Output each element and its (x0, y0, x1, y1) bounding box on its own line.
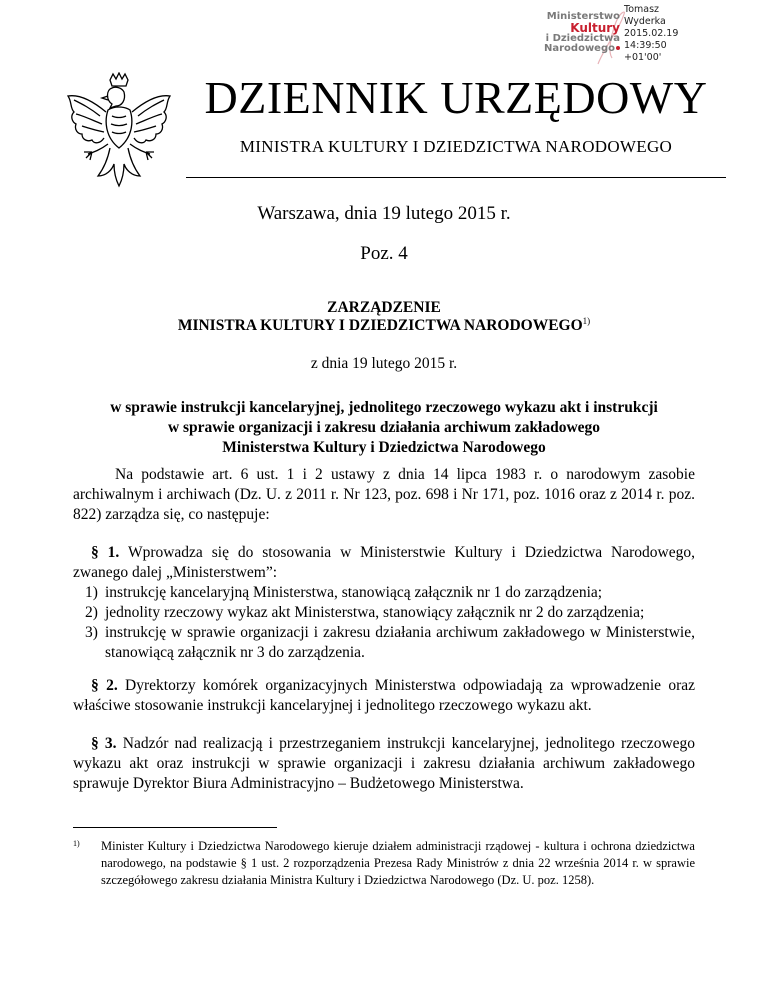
preamble-text: Na podstawie art. 6 ust. 1 i 2 ustawy z dnia 14 lipca 1983 r. o narodowym zasobie archiwalnym i archiwach (Dz. U. z 2011 r. Nr 123, poz. 698 i Nr 171, poz. 1016 oraz z 2014 r. poz. 822) zarządza się, co następuje: (73, 466, 695, 523)
eagle-emblem-icon (60, 72, 178, 196)
footnote-divider (73, 827, 277, 828)
list-item-number: 1) (85, 584, 98, 601)
section-label: § 2. (91, 677, 118, 694)
act-subject (60, 398, 708, 458)
act-issuer (60, 316, 708, 336)
logo-line-2: Kultury (570, 21, 620, 35)
signer-first-name: Tomasz (624, 4, 660, 15)
section-label: § 3. (91, 735, 117, 752)
ministry-logo (532, 12, 620, 54)
act-type: ZARZĄDZENIE (327, 299, 441, 316)
list-item-text: jednolity rzeczowy wykaz akt Ministerstwa, stanowiący załącznik nr 2 do zarządzenia; (105, 604, 645, 621)
footnote (73, 838, 695, 889)
section-text: Nadzór nad realizacją i przestrzeganiem instrukcji kancelaryjnej, jednolitego rzeczowego wykazu akt oraz instrukcji w sprawie organizacji i zakresu działania archiwum zakładowego sprawuje Dyrektor Biura Administracyjno – Budżetowego Ministerstwa. (73, 735, 696, 792)
list-item-number: 3) (85, 624, 98, 641)
act-issuer-text: MINISTRA KULTURY I DZIEDZICTWA NARODOWEGO (177, 317, 583, 334)
signature-time: 14:39:50 (624, 40, 667, 51)
section-text: Dyrektorzy komórek organizacyjnych Ministerstwa odpowiadają za wprowadzenie oraz właściwe stosowanie instrukcji kancelaryjnej i jednolitego rzeczowego wykazu akt. (73, 677, 696, 714)
signature-details (624, 4, 678, 64)
list-item-text: instrukcję kancelaryjną Ministerstwa, stanowiącą załącznik nr 1 do zarządzenia; (105, 584, 603, 601)
journal-subtitle: MINISTRA KULTURY I DZIEDZICTWA NARODOWEGO (239, 137, 673, 156)
signature-date: 2015.02.19 (624, 28, 679, 39)
footnote-reference: 1) (582, 316, 591, 326)
preamble (73, 465, 695, 525)
list-item-text: instrukcję w sprawie organizacji i zakresu działania archiwum zakładowego w Ministerstwie, stanowiącą załącznik nr 3 do zarządzenia. (105, 624, 695, 661)
act-date: z dnia 19 lutego 2015 r. (310, 355, 458, 372)
list-item-number: 2) (85, 604, 98, 621)
section-text: Wprowadza się do stosowania w Ministerstwie Kultury i Dziedzictwa Narodowego, zwanego dalej „Ministerstwem”: (73, 544, 695, 581)
section-1-list (73, 583, 695, 663)
section-2 (73, 676, 695, 716)
subject-line: w sprawie instrukcji kancelaryjnej, jednolitego rzeczowego wykazu akt i instrukcji (110, 399, 658, 416)
digital-signature-stamp (532, 4, 692, 66)
list-item (73, 623, 695, 663)
signer-last-name: Wyderka (624, 16, 666, 27)
subject-line: Ministerstwa Kultury i Dziedzictwa Narodowego (222, 439, 546, 456)
list-item (73, 583, 695, 603)
logo-line-4-text: Narodowego (544, 43, 615, 54)
issue-place-date: Warszawa, dnia 19 lutego 2015 r. (257, 203, 511, 224)
subject-line: w sprawie organizacji i zakresu działania archiwum zakładowego (167, 419, 601, 436)
logo-line-3: i Dziedzictwa (545, 33, 620, 44)
footnote-text: Minister Kultury i Dziedzictwa Narodowego kieruje działem administracji rządowej - kultura i ochrona dziedzictwa narodowego, na podstawie § 1 ust. 2 rozporządzenia Prezesa Rady Ministrów z dnia 22 września 2014 r. w sprawie szczegółowego zakresu działania Ministra Kultury i Dziedzictwa Narodowego (Dz. U. poz. 1258). (101, 839, 695, 887)
issue-position: Poz. 4 (360, 243, 408, 264)
logo-dot-icon (616, 46, 620, 50)
list-item (73, 603, 695, 623)
header-divider (186, 177, 726, 178)
signature-timezone: +01'00' (624, 52, 662, 63)
section-3 (73, 734, 695, 794)
section-label: § 1. (91, 544, 120, 561)
journal-title: DZIENNIK URZĘDOWY (204, 72, 708, 123)
section-1 (73, 543, 695, 583)
logo-line-1: Ministerstwo (546, 11, 620, 22)
footnote-mark: 1) (73, 839, 80, 848)
logo-line-4 (532, 44, 620, 54)
